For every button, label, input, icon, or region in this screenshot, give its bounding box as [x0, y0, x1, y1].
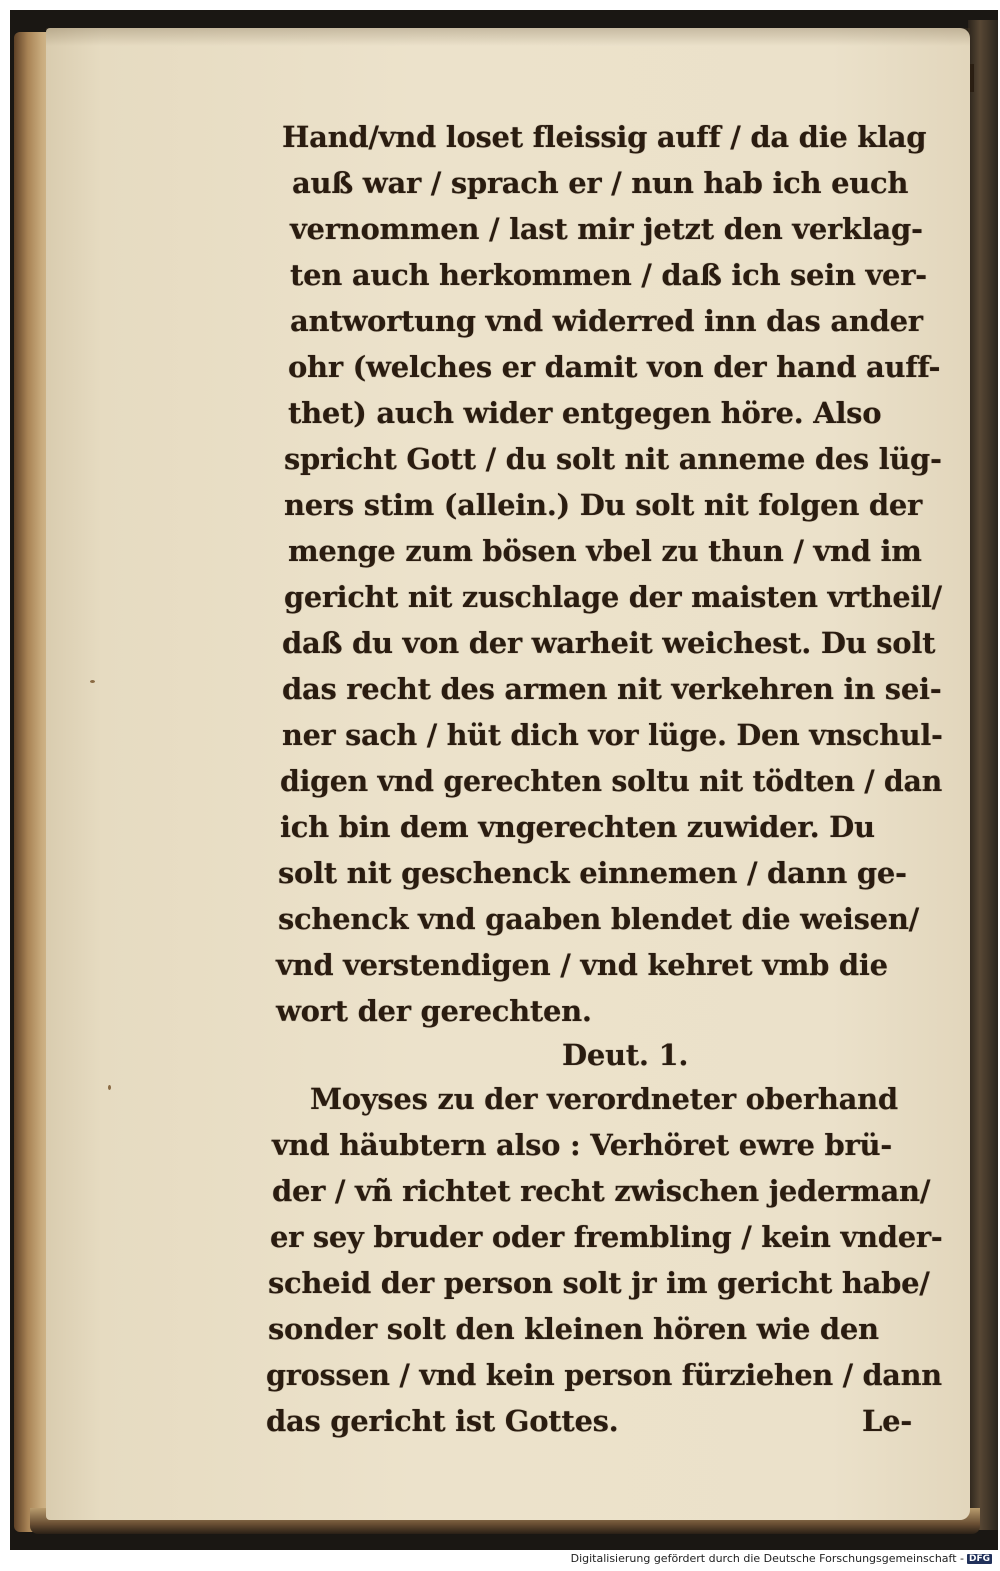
text-line: er sey bruder oder frembling / kein vnder-	[270, 1220, 943, 1254]
text-line: vnd verstendigen / vnd kehret vmb die	[276, 948, 888, 982]
text-line: auß war / sprach er / nun hab ich euch	[292, 166, 909, 200]
page-shadow	[46, 28, 970, 46]
section-heading: Deut. 1.	[562, 1038, 689, 1072]
text-line: thet) auch wider entgegen höre. Also	[288, 396, 882, 430]
text-line: das recht des armen nit verkehren in sei-	[282, 672, 942, 706]
text-line: ohr (welches er damit von der hand auff-	[288, 350, 941, 384]
text-line: spricht Gott / du solt nit anneme des lüg-	[284, 442, 942, 476]
text-line: Moyses zu der verordneter oberhand	[310, 1082, 898, 1116]
text-line: digen vnd gerechten soltu nit tödten / dan	[280, 764, 943, 798]
text-line: ten auch herkommen / daß ich sein ver-	[290, 258, 927, 292]
text-line: solt nit geschenck einnemen / dann ge-	[278, 856, 907, 890]
text-line: Hand/vnd loset fleissig auff / da die klag	[282, 120, 927, 154]
paper-stain	[90, 680, 95, 683]
text-line: ner sach / hüt dich vor lüge. Den vnschul-	[282, 718, 943, 752]
text-line: der / vñ richtet recht zwischen jederman/	[272, 1174, 931, 1208]
text-line: antwortung vnd widerred inn das ander	[290, 304, 923, 338]
text-line: ich bin dem vngerechten zuwider. Du	[280, 810, 875, 844]
text-line: sonder solt den kleinen hören wie den	[268, 1312, 879, 1346]
text-line: grossen / vnd kein person fürziehen / dann	[266, 1358, 942, 1392]
book-fore-edge	[968, 20, 998, 1530]
catchword: Le-	[862, 1404, 912, 1438]
digitization-credit	[571, 1552, 992, 1565]
text-line: wort der gerechten.	[276, 994, 592, 1028]
credit-text: Digitalisierung gefördert durch die Deutsche Forschungsgemeinschaft -	[570, 1552, 964, 1565]
text-line: daß du von der warheit weichest. Du solt	[282, 626, 936, 660]
text-line: vnd häubtern also : Verhöret ewre brü-	[272, 1128, 892, 1162]
paper-stain	[108, 1085, 111, 1090]
text-line: scheid der person solt jr im gericht habe/	[268, 1266, 930, 1300]
text-line: gericht nit zuschlage der maisten vrtheil/	[284, 580, 942, 614]
text-line: das gericht ist Gottes.	[266, 1404, 619, 1438]
page-mark	[970, 64, 974, 92]
text-line: menge zum bösen vbel zu thun / vnd im	[288, 534, 922, 568]
dfg-logo: DFG	[968, 1554, 990, 1564]
text-line: schenck vnd gaaben blendet die weisen/	[278, 902, 919, 936]
text-line: vernommen / last mir jetzt den verklag-	[290, 212, 923, 246]
text-line: ners stim (allein.) Du solt nit folgen der	[284, 488, 923, 522]
